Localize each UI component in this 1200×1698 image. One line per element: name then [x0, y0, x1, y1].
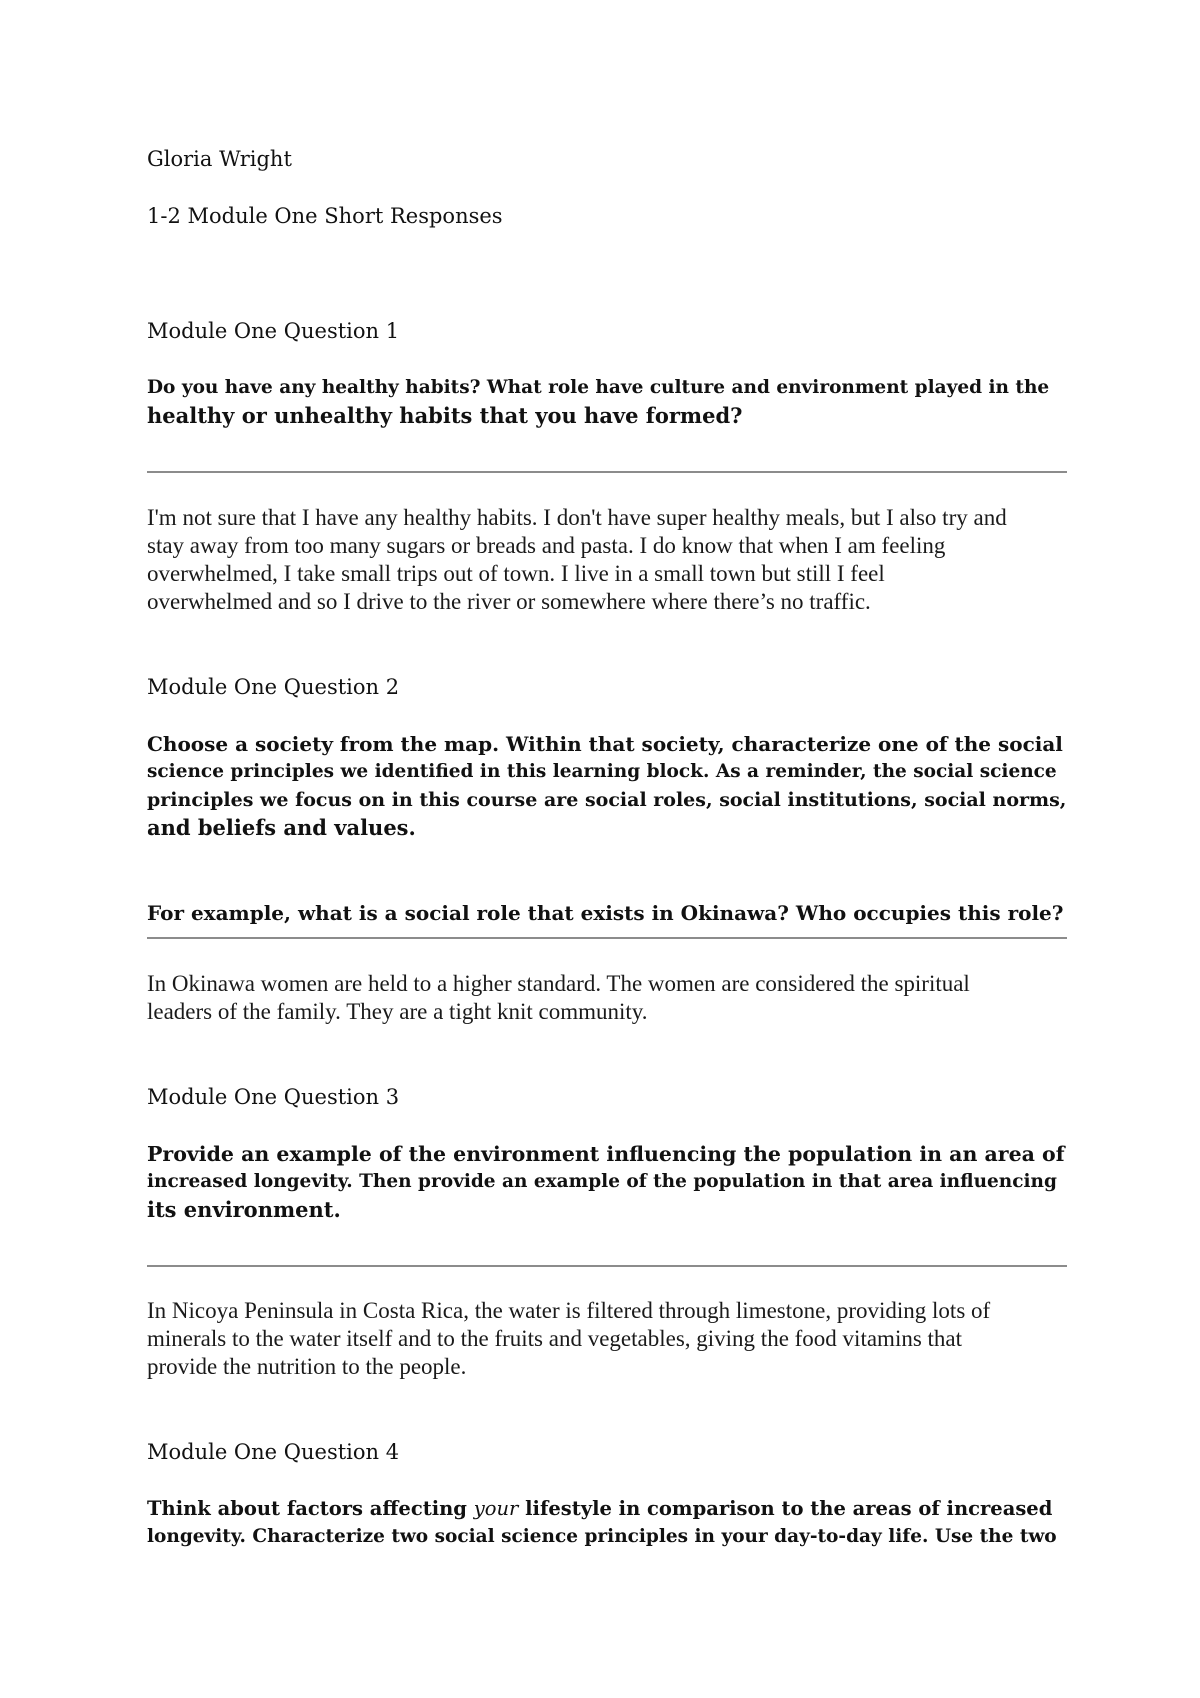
question-2-prompt-line: and beliefs and values.	[147, 815, 416, 840]
question-3-prompt-line: increased longevity. Then provide an example of the population in that area influencing	[147, 1171, 1057, 1192]
question-3-heading: Module One Question 3	[147, 1085, 400, 1109]
question-3-prompt-line: its environment.	[147, 1197, 341, 1222]
question-4-prompt-text: Think about factors affecting	[147, 1497, 474, 1520]
answer-1-line: stay away from too many sugars or breads and pasta. I do know that when I am feeling	[147, 533, 946, 558]
question-2-example: For example, what is a social role that exists in Okinawa? Who occupies this role?	[147, 901, 1064, 925]
answer-2-line: In Okinawa women are held to a higher standard. The women are considered the spiritual	[147, 971, 970, 996]
question-1-heading: Module One Question 1	[147, 319, 400, 343]
answer-2-line: leaders of the family. They are a tight knit community.	[147, 999, 648, 1024]
question-4-prompt-line: longevity. Characterize two social science principles in your day-to-day life. Use the two	[147, 1526, 1057, 1547]
answer-3-line: minerals to the water itself and to the fruits and vegetables, giving the food vitamins that	[147, 1326, 963, 1351]
divider	[147, 471, 1067, 473]
divider	[147, 1265, 1067, 1267]
answer-1-line: overwhelmed and so I drive to the river or somewhere where there’s no traffic.	[147, 589, 871, 614]
answer-3-line: provide the nutrition to the people.	[147, 1354, 467, 1379]
question-4-prompt-line	[147, 1495, 1067, 1523]
answer-1-line: I'm not sure that I have any healthy habits. I don't have super healthy meals, but I also try and	[147, 505, 1007, 530]
author-name: Gloria Wright	[147, 147, 292, 171]
question-4-heading: Module One Question 4	[147, 1440, 400, 1464]
divider	[147, 937, 1067, 939]
answer-3-line: In Nicoya Peninsula in Costa Rica, the water is filtered through limestone, providing lots of	[147, 1298, 991, 1323]
question-2-prompt-line: Choose a society from the map. Within that society, characterize one of the social	[147, 732, 1063, 756]
question-4-prompt-emphasis: your	[473, 1497, 519, 1520]
question-3-prompt-line: Provide an example of the environment influencing the population in an area of	[147, 1142, 1065, 1166]
question-2-heading: Module One Question 2	[147, 675, 400, 699]
question-4-prompt-text: lifestyle in comparison to the areas of increased	[518, 1497, 1053, 1520]
question-2-prompt-line: principles we focus on in this course are social roles, social institutions, social norms,	[147, 789, 1067, 811]
question-1-prompt-line: Do you have any healthy habits? What role have culture and environment played in the	[147, 377, 1050, 398]
question-1-prompt-line: healthy or unhealthy habits that you have formed?	[147, 403, 743, 428]
answer-1-line: overwhelmed, I take small trips out of town. I live in a small town but still I feel	[147, 561, 885, 586]
assignment-title: 1-2 Module One Short Responses	[147, 204, 503, 228]
question-2-prompt-line: science principles we identified in this learning block. As a reminder, the social science	[147, 761, 1057, 782]
